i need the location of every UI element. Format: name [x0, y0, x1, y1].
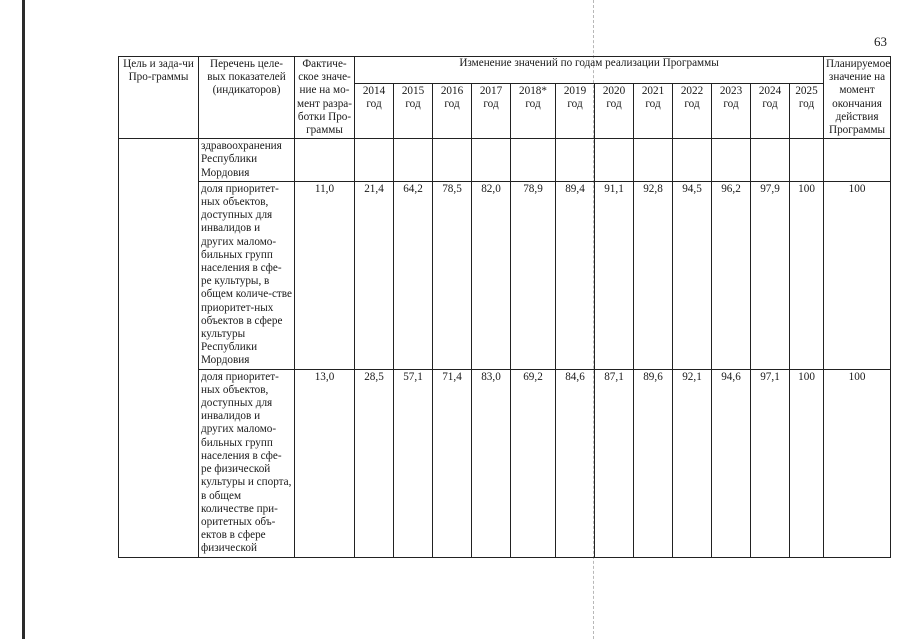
table-row	[119, 139, 891, 182]
header-year: 2023 год	[712, 83, 751, 138]
value-cell: 89,6	[634, 369, 673, 557]
value-cell: 28,5	[355, 369, 394, 557]
scan-edge-shadow	[22, 0, 25, 639]
header-year: 2015 год	[394, 83, 433, 138]
header-planned: Планируемое значение на момент окончания действия Программы	[824, 57, 891, 139]
value-cell: 69,2	[511, 369, 556, 557]
value-cell	[355, 139, 394, 182]
header-goal: Цель и зада-чи Про-граммы	[119, 57, 199, 139]
table-row	[119, 369, 891, 557]
value-cell: 91,1	[595, 181, 634, 369]
planned-cell: 100	[824, 369, 891, 557]
value-cell: 97,9	[751, 181, 790, 369]
planned-cell: 100	[824, 181, 891, 369]
header-year: 2024 год	[751, 83, 790, 138]
value-cell: 92,1	[673, 369, 712, 557]
value-cell: 84,6	[556, 369, 595, 557]
value-cell: 57,1	[394, 369, 433, 557]
header-year: 2019 год	[556, 83, 595, 138]
header-year: 2016 год	[433, 83, 472, 138]
value-cell: 100	[790, 181, 824, 369]
value-cell	[790, 139, 824, 182]
value-cell: 87,1	[595, 369, 634, 557]
header-year: 2020 год	[595, 83, 634, 138]
header-row-top	[119, 57, 891, 84]
value-cell: 82,0	[472, 181, 511, 369]
value-cell: 92,8	[634, 181, 673, 369]
actual-cell: 13,0	[295, 369, 355, 557]
value-cell	[634, 139, 673, 182]
value-cell: 21,4	[355, 181, 394, 369]
value-cell: 78,5	[433, 181, 472, 369]
value-cell: 94,5	[673, 181, 712, 369]
indicator-cell: здравоохранения Республики Мордовия	[199, 139, 295, 182]
value-cell	[556, 139, 595, 182]
value-cell	[511, 139, 556, 182]
page-number: 63	[874, 34, 887, 49]
value-cell: 71,4	[433, 369, 472, 557]
value-cell: 78,9	[511, 181, 556, 369]
value-cell	[595, 139, 634, 182]
indicator-cell: доля приоритет-ных объектов, доступных для инвалидов и других маломо-бильных групп населения в сфе-ре физической культуры и спорта, в общем количестве при-оритетных объ-ектов в сфере физической	[199, 369, 295, 557]
value-cell: 89,4	[556, 181, 595, 369]
header-year: 2022 год	[673, 83, 712, 138]
value-cell: 64,2	[394, 181, 433, 369]
value-cell	[673, 139, 712, 182]
header-year: 2017 год	[472, 83, 511, 138]
header-year: 2025 год	[790, 83, 824, 138]
actual-cell	[295, 139, 355, 182]
value-cell: 94,6	[712, 369, 751, 557]
planned-cell	[824, 139, 891, 182]
value-cell	[433, 139, 472, 182]
goal-cell	[119, 139, 199, 557]
value-cell: 100	[790, 369, 824, 557]
value-cell: 97,1	[751, 369, 790, 557]
value-cell: 83,0	[472, 369, 511, 557]
actual-cell: 11,0	[295, 181, 355, 369]
indicators-table	[118, 56, 891, 558]
value-cell: 96,2	[712, 181, 751, 369]
indicator-cell: доля приоритет-ных объектов, доступных для инвалидов и других маломо-бильных групп населения в сфе-ре культуры, в общем количе-стве приоритет-ных объектов в сфере культуры Республики Мордовия	[199, 181, 295, 369]
header-actual: Фактиче-ское значе-ние на мо-мент разра-ботки Про-граммы	[295, 57, 355, 139]
table-row	[119, 181, 891, 369]
value-cell	[394, 139, 433, 182]
header-indicators: Перечень целе-вых показателей (индикаторов)	[199, 57, 295, 139]
header-change-group: Изменение значений по годам реализации Программы	[355, 57, 824, 84]
value-cell	[472, 139, 511, 182]
value-cell	[712, 139, 751, 182]
header-year: 2021 год	[634, 83, 673, 138]
header-year: 2018* год	[511, 83, 556, 138]
value-cell	[751, 139, 790, 182]
header-year: 2014 год	[355, 83, 394, 138]
